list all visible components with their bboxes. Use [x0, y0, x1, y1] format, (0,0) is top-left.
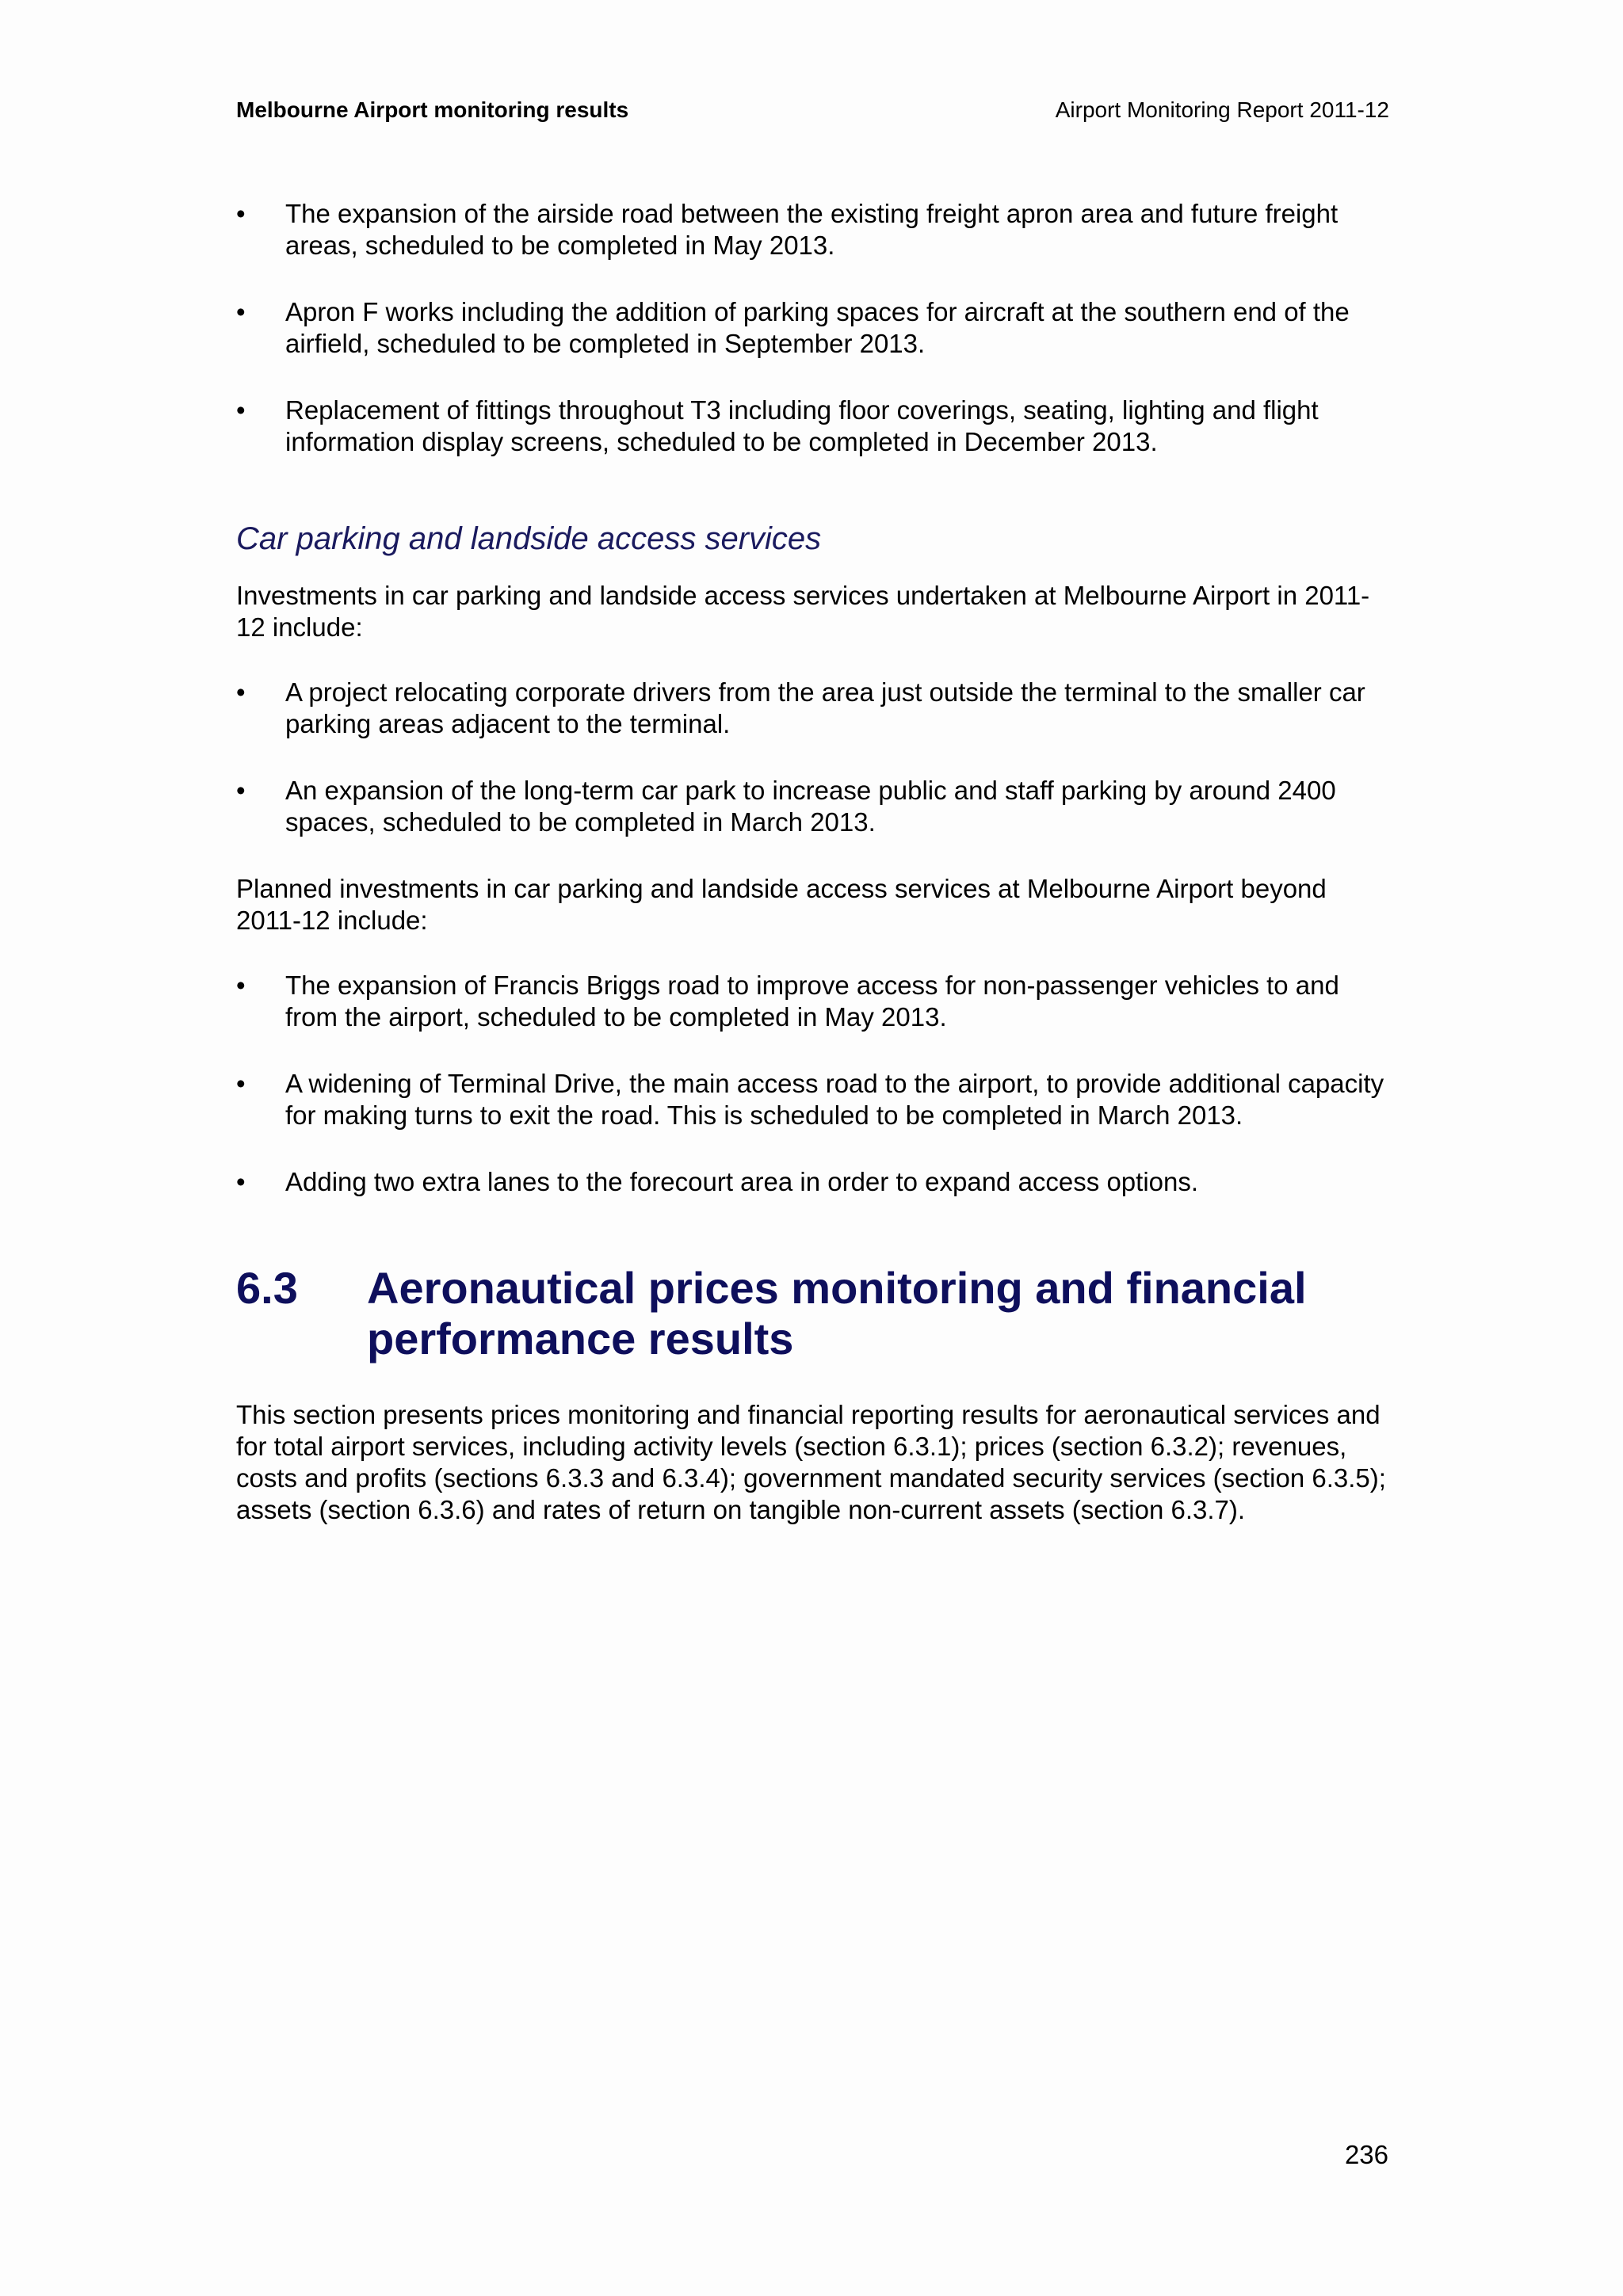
list-item: [236, 677, 1393, 740]
list-item: [236, 1068, 1393, 1131]
subsection-heading: Car parking and landside access services: [236, 521, 822, 556]
bullet-list-planned: [236, 970, 1393, 1198]
header-report-title: Airport Monitoring Report 2011-12: [1055, 97, 1389, 122]
list-item-text: Replacement of fittings throughout T3 including floor coverings, seating, lighting and flight information display screens, scheduled to be completed in December 2013.: [285, 395, 1319, 456]
list-item: [236, 198, 1393, 261]
list-item-text: Adding two extra lanes to the forecourt area in order to expand access options.: [285, 1167, 1199, 1196]
bullet-list-car-parking: [236, 677, 1393, 838]
list-item-text: Apron F works including the addition of parking spaces for aircraft at the southern end of the airfield, scheduled to be completed in September 2013.: [285, 297, 1350, 358]
section-body-paragraph: This section presents prices monitoring and financial reporting results for aeronautical services and for total airport services, including activity levels (section 6.3.1); prices (section 6.3.2); revenues, costs and profits (sections 6.3.3 and 6.3.4); government mandated security services (section 6.3.5); assets (section 6.3.6) and rates of return on tangible non-current assets (section 6.3.7).: [236, 1400, 1386, 1524]
bullet-icon: •: [236, 776, 246, 805]
bullet-icon: •: [236, 677, 246, 707]
bullet-icon: •: [236, 297, 246, 326]
bullet-icon: •: [236, 199, 246, 228]
list-item: [236, 296, 1393, 360]
bullet-list-airside: [236, 198, 1393, 458]
bullet-icon: •: [236, 1167, 246, 1196]
page-content: [236, 198, 1393, 1559]
list-item-text: An expansion of the long-term car park to increase public and staff parking by around 2400 spaces, scheduled to be completed in March 2013.: [285, 776, 1336, 837]
paragraph-planned-intro: Planned investments in car parking and landside access services at Melbourne Airport beyond 2011-12 include:: [236, 874, 1327, 935]
list-item: [236, 775, 1393, 838]
list-item: [236, 970, 1393, 1033]
bullet-icon: •: [236, 971, 246, 1000]
section-heading: [236, 1263, 1393, 1364]
page-number: 236: [1344, 2140, 1388, 2169]
section-title: Aeronautical prices monitoring and financial performance results: [367, 1263, 1307, 1363]
list-item-text: A widening of Terminal Drive, the main access road to the airport, to provide additional capacity for making turns to exit the road. This is scheduled to be completed in March 2013.: [285, 1069, 1384, 1130]
list-item-text: The expansion of Francis Briggs road to improve access for non-passenger vehicles to and from the airport, scheduled to be completed in May 2013.: [285, 971, 1339, 1032]
paragraph-intro: Investments in car parking and landside access services undertaken at Melbourne Airport in 2011-12 include:: [236, 581, 1370, 642]
header-chapter-title: Melbourne Airport monitoring results: [236, 97, 629, 122]
bullet-icon: •: [236, 395, 246, 425]
section-number: 6.3: [236, 1263, 298, 1313]
list-item: [236, 395, 1393, 458]
list-item-text: A project relocating corporate drivers from the area just outside the terminal to the smaller car parking areas adjacent to the terminal.: [285, 677, 1365, 738]
list-item-text: The expansion of the airside road between the existing freight apron area and future freight areas, scheduled to be completed in May 2013.: [285, 199, 1338, 260]
list-item: [236, 1166, 1393, 1198]
bullet-icon: •: [236, 1069, 246, 1098]
running-header: [236, 97, 1389, 124]
